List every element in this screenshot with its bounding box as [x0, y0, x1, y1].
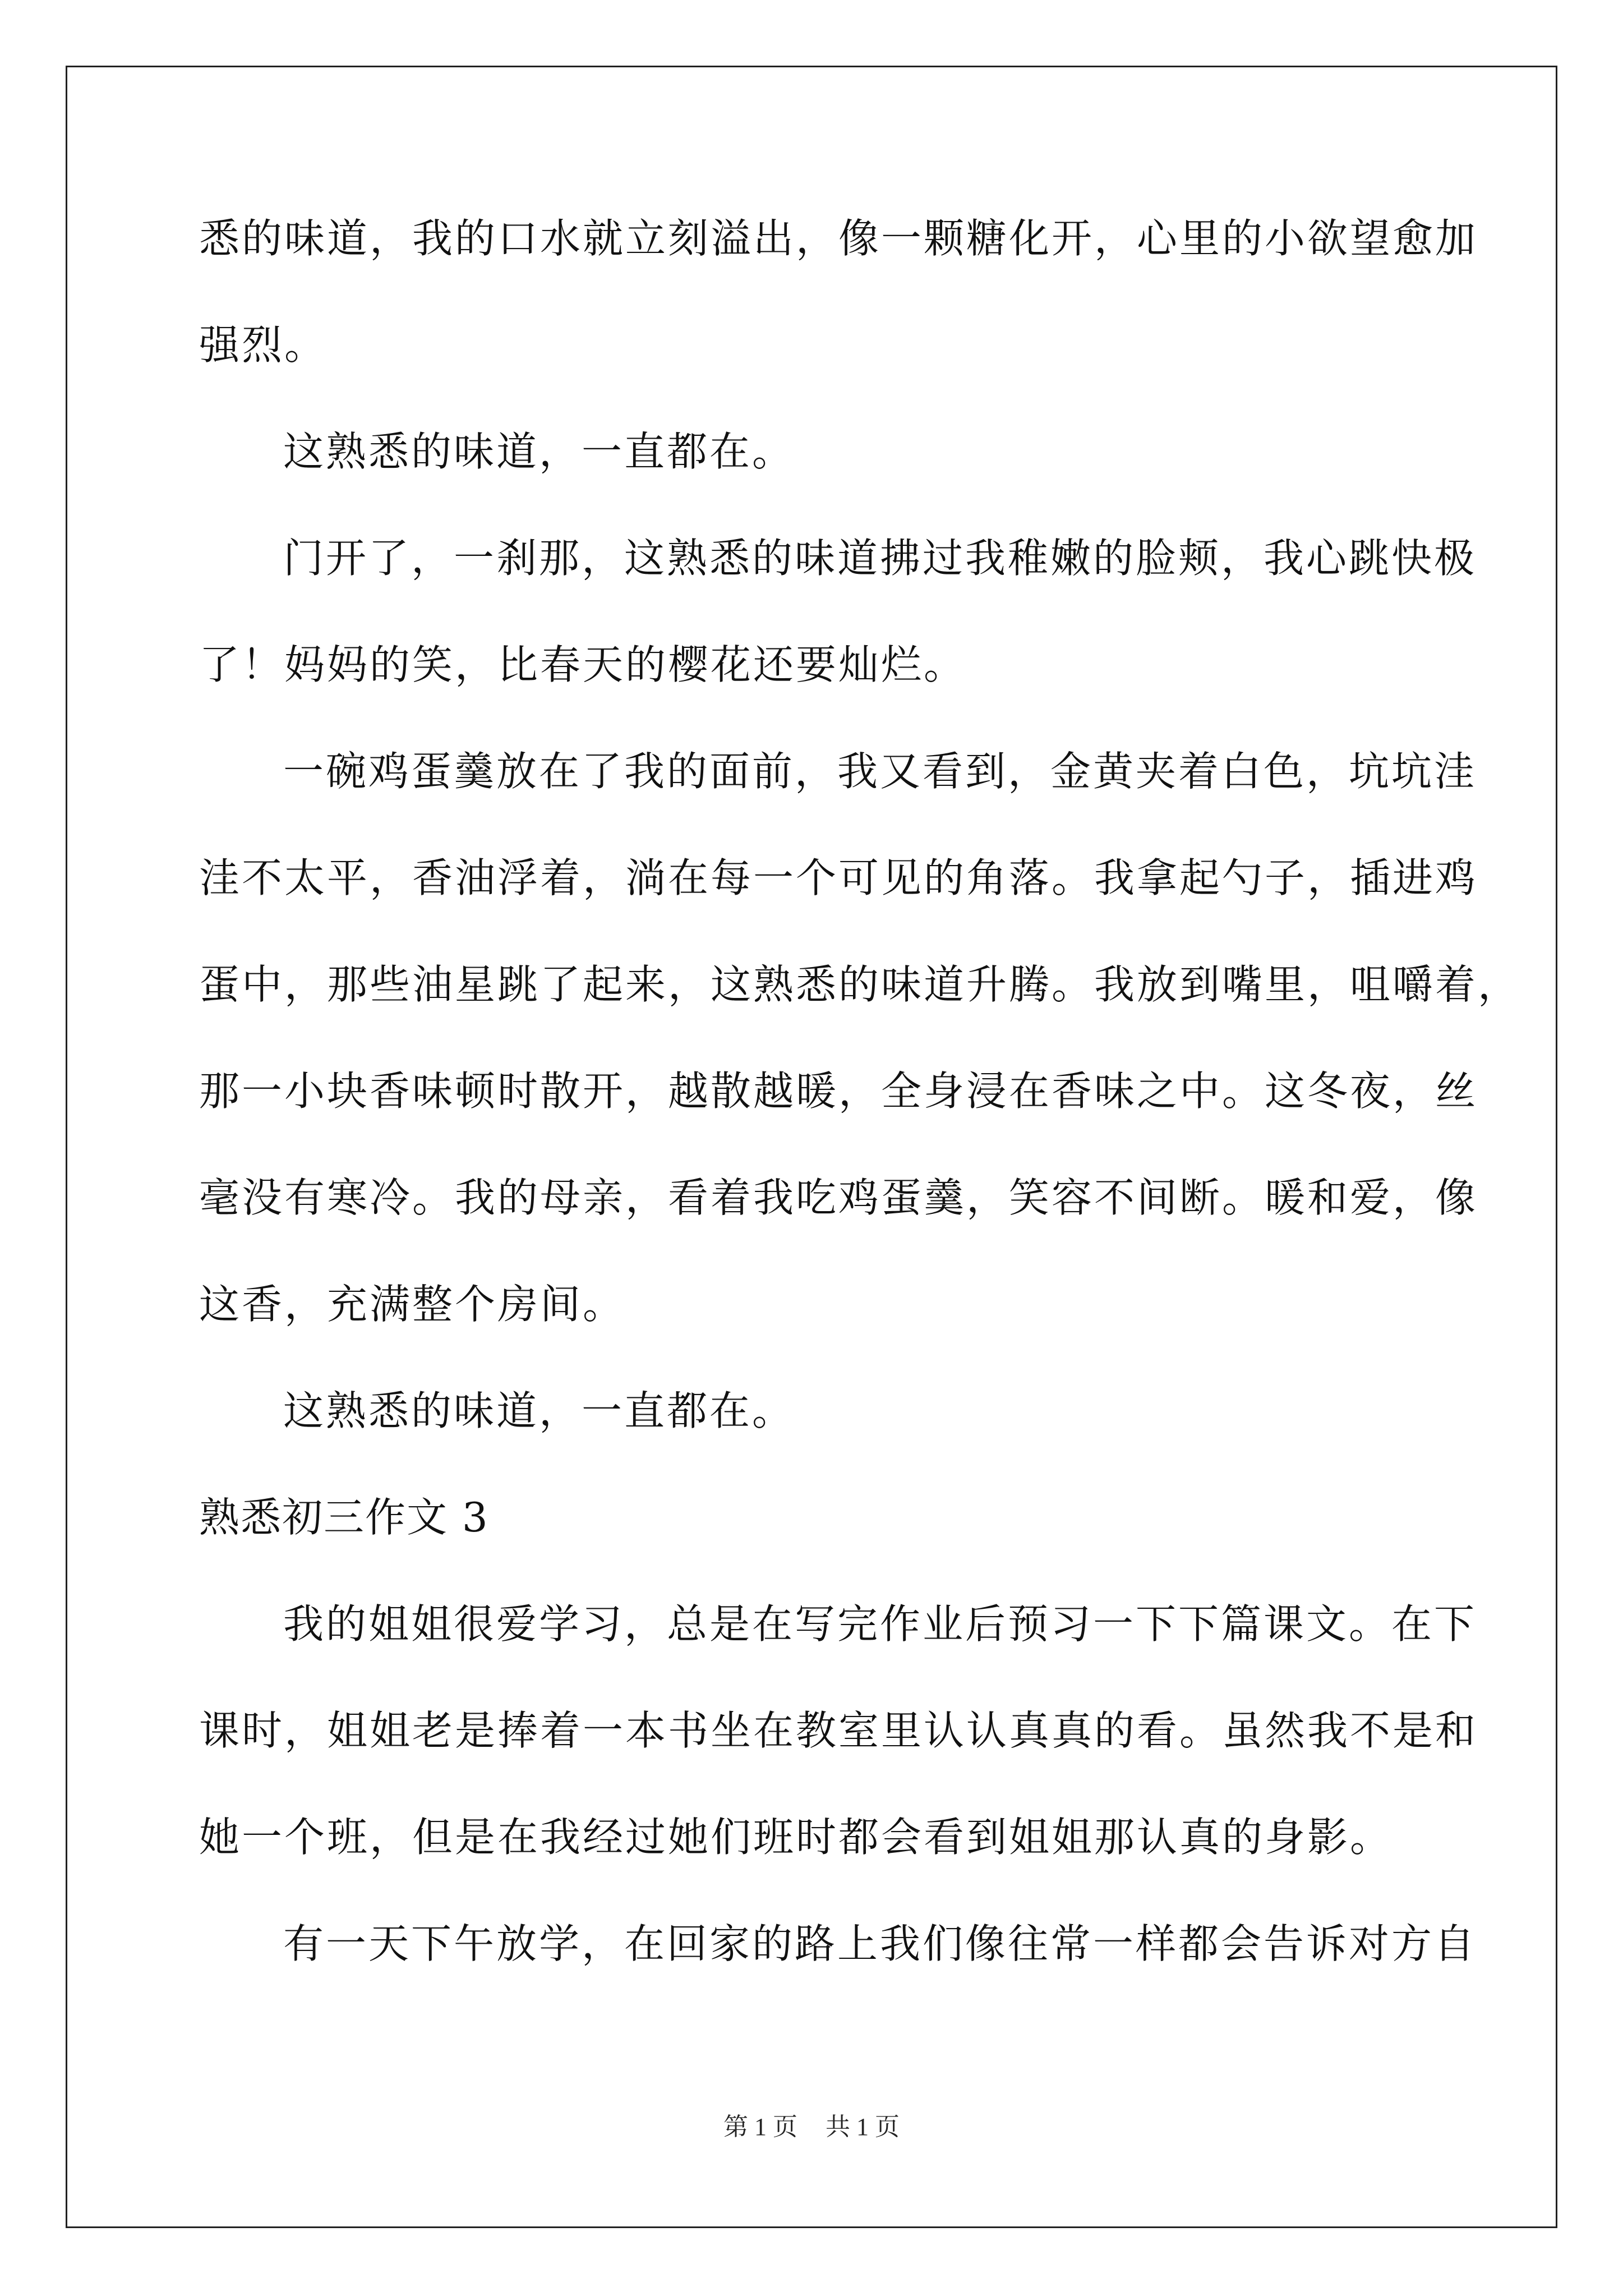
page-border: [66, 66, 1557, 2228]
text-line: 我的姐姐很爱学习，总是在写完作业后预习一下下篇课文。在下: [283, 1600, 1477, 1648]
text-line: 她一个班，但是在我经过她们班时都会看到姐姐那认真的身影。: [199, 1814, 1393, 1861]
page-footer: [0, 2110, 1623, 2144]
text-line: 洼不太平，香油浮着，淌在每一个可见的角落。我拿起勺子，插进鸡: [199, 854, 1478, 901]
text-line: 了！妈妈的笑，比春天的樱花还要灿烂。: [199, 641, 967, 688]
text-line: 毫没有寒冷。我的母亲，看着我吃鸡蛋羹，笑容不间断。暖和爱，像: [199, 1174, 1478, 1221]
text-line: 门开了，一刹那，这熟悉的味道拂过我稚嫩的脸颊，我心跳快极: [283, 535, 1477, 582]
text-line: 课时，姐姐老是捧着一本书坐在教室里认认真真的看。虽然我不是和: [199, 1707, 1478, 1754]
text-line: 悉的味道，我的口水就立刻溢出，像一颗糖化开，心里的小欲望愈加: [199, 215, 1478, 262]
text-line: 这熟悉的味道，一直都在。: [283, 1387, 795, 1434]
text-line: 这熟悉的味道，一直都在。: [283, 428, 795, 475]
text-line: 这香，充满整个房间。: [199, 1281, 626, 1328]
text-line: 有一天下午放学，在回家的路上我们像往常一样都会告诉对方自: [283, 1920, 1477, 1967]
text-line: 那一小块香味顿时散开，越散越暖，全身浸在香味之中。这冬夜，丝: [199, 1068, 1478, 1115]
text-line: 一碗鸡蛋羹放在了我的面前，我又看到，金黄夹着白色，坑坑洼: [283, 748, 1477, 795]
page-total: 共 1 页: [826, 2113, 900, 2141]
section-heading: 熟悉初三作文 3: [199, 1494, 489, 1541]
text-line: 蛋中，那些油星跳了起来，这熟悉的味道升腾。我放到嘴里，咀嚼着，: [199, 961, 1521, 1008]
page-number: 第 1 页: [723, 2113, 797, 2141]
text-line: 强烈。: [199, 321, 328, 369]
